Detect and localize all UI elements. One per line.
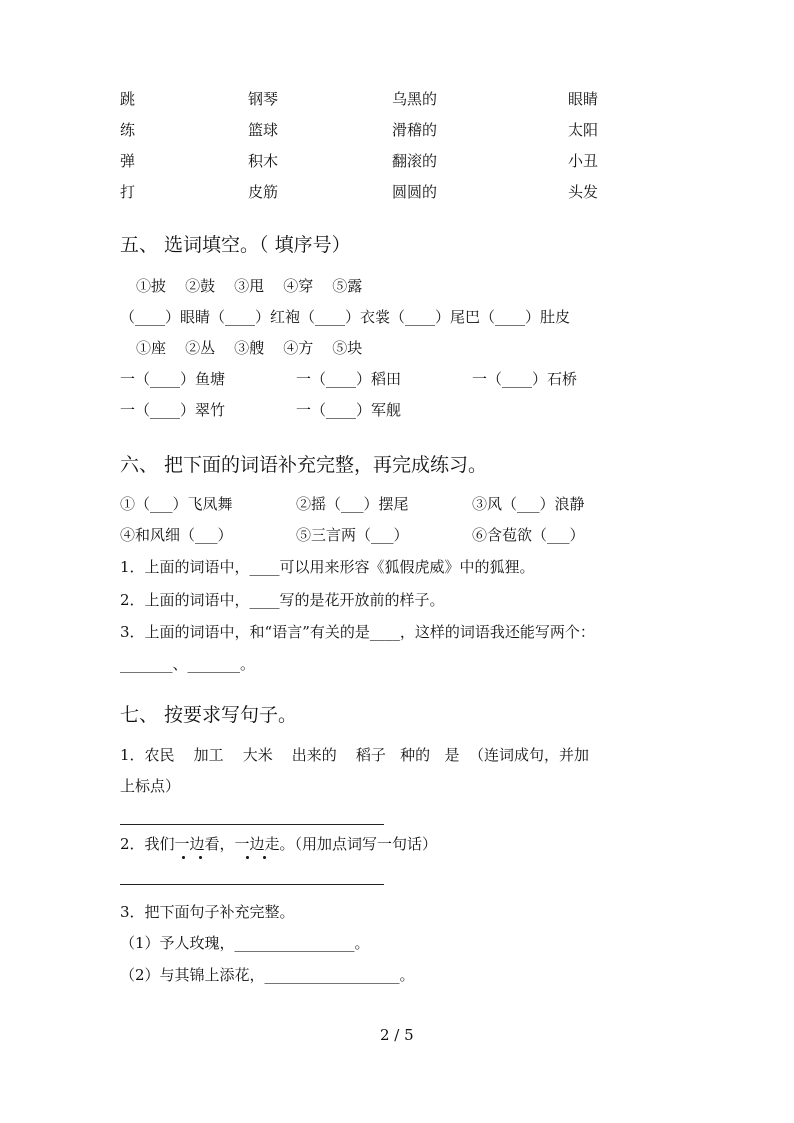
section7-question-3-1[interactable]: （1）予人玫瑰，________________。 — [120, 934, 370, 952]
section7-question-1: 1．农民 加工 大米 出来的 稻子 种的 是 （连词成句，并加 — [120, 746, 589, 764]
section5-line-a[interactable]: （____）眼睛（____）红袍（____）衣裳（____）尾巴（____）肚皮 — [120, 308, 571, 326]
emphasis-dot — [182, 856, 185, 859]
match-col3-item: 圆圆的 — [392, 183, 438, 201]
section7-question-3: 3．把下面句子补充完整。 — [120, 903, 295, 921]
match-col1-item: 跳 — [120, 90, 136, 108]
section5-fill-item[interactable]: 一（____）稻田 — [296, 370, 402, 388]
emphasis-dot — [263, 856, 266, 859]
emphasis-dot — [246, 856, 249, 859]
match-col4-item: 小丑 — [568, 152, 599, 170]
section6-question-3-answer[interactable]: _______、_______。 — [120, 655, 256, 673]
match-col3-item: 滑稽的 — [392, 121, 438, 139]
match-col2-item: 钢琴 — [248, 90, 279, 108]
section6-question-1[interactable]: 1．上面的词语中，____可以用来形容《狐假虎威》中的狐狸。 — [120, 558, 535, 576]
section5-options-a: ①披 ②鼓 ③甩 ④穿 ⑤露 — [136, 277, 363, 295]
answer-line[interactable] — [120, 884, 384, 885]
match-col2-item: 积木 — [248, 152, 279, 170]
section7-title: 七、 按要求写句子。 — [120, 704, 298, 726]
idiom-fill-item[interactable]: ①（___）飞凤舞 — [120, 495, 233, 513]
match-col1-item: 弹 — [120, 152, 136, 170]
idiom-fill-item[interactable]: ③风（___）浪静 — [472, 495, 585, 513]
section5-fill-item[interactable]: 一（____）鱼塘 — [120, 370, 226, 388]
section5-fill-item[interactable]: 一（____）石桥 — [472, 370, 578, 388]
section5-options-b: ①座 ②丛 ③艘 ④方 ⑤块 — [136, 339, 363, 357]
emphasis-dot — [199, 856, 202, 859]
section5-fill-item[interactable]: 一（____）军舰 — [296, 401, 402, 419]
page-number: 2 / 5 — [380, 1026, 414, 1044]
match-col1-item: 打 — [120, 183, 136, 201]
match-col2-item: 篮球 — [248, 121, 279, 139]
section7-question-2: 2．我们一边看，一边走。（用加点词写一句话） — [120, 835, 438, 853]
match-col3-item: 乌黑的 — [392, 90, 438, 108]
section6-question-2[interactable]: 2．上面的词语中，____写的是花开放前的样子。 — [120, 591, 445, 609]
idiom-fill-item[interactable]: ②摇（___）摆尾 — [296, 495, 409, 513]
idiom-fill-item[interactable]: ⑤三言两（___） — [296, 526, 409, 544]
idiom-fill-item[interactable]: ④和风细（___） — [120, 526, 233, 544]
section6-question-3[interactable]: 3．上面的词语中，和“语言”有关的是____，这样的词语我还能写两个： — [120, 623, 595, 641]
match-col2-item: 皮筋 — [248, 183, 279, 201]
match-col4-item: 眼睛 — [568, 90, 599, 108]
answer-line[interactable] — [120, 824, 384, 825]
section5-fill-item[interactable]: 一（____）翠竹 — [120, 401, 226, 419]
match-col4-item: 头发 — [568, 183, 599, 201]
section6-title: 六、 把下面的词语补充完整，再完成练习。 — [120, 454, 488, 476]
match-col1-item: 练 — [120, 121, 136, 139]
section7-question-3-2[interactable]: （2）与其锦上添花，__________________。 — [120, 966, 415, 984]
idiom-fill-item[interactable]: ⑥含苞欲（___） — [472, 526, 585, 544]
section7-question-1-cont: 上标点） — [120, 777, 181, 795]
match-col4-item: 太阳 — [568, 121, 599, 139]
section5-title: 五、 选词填空。（ 填序号） — [120, 234, 351, 256]
match-col3-item: 翻滚的 — [392, 152, 438, 170]
